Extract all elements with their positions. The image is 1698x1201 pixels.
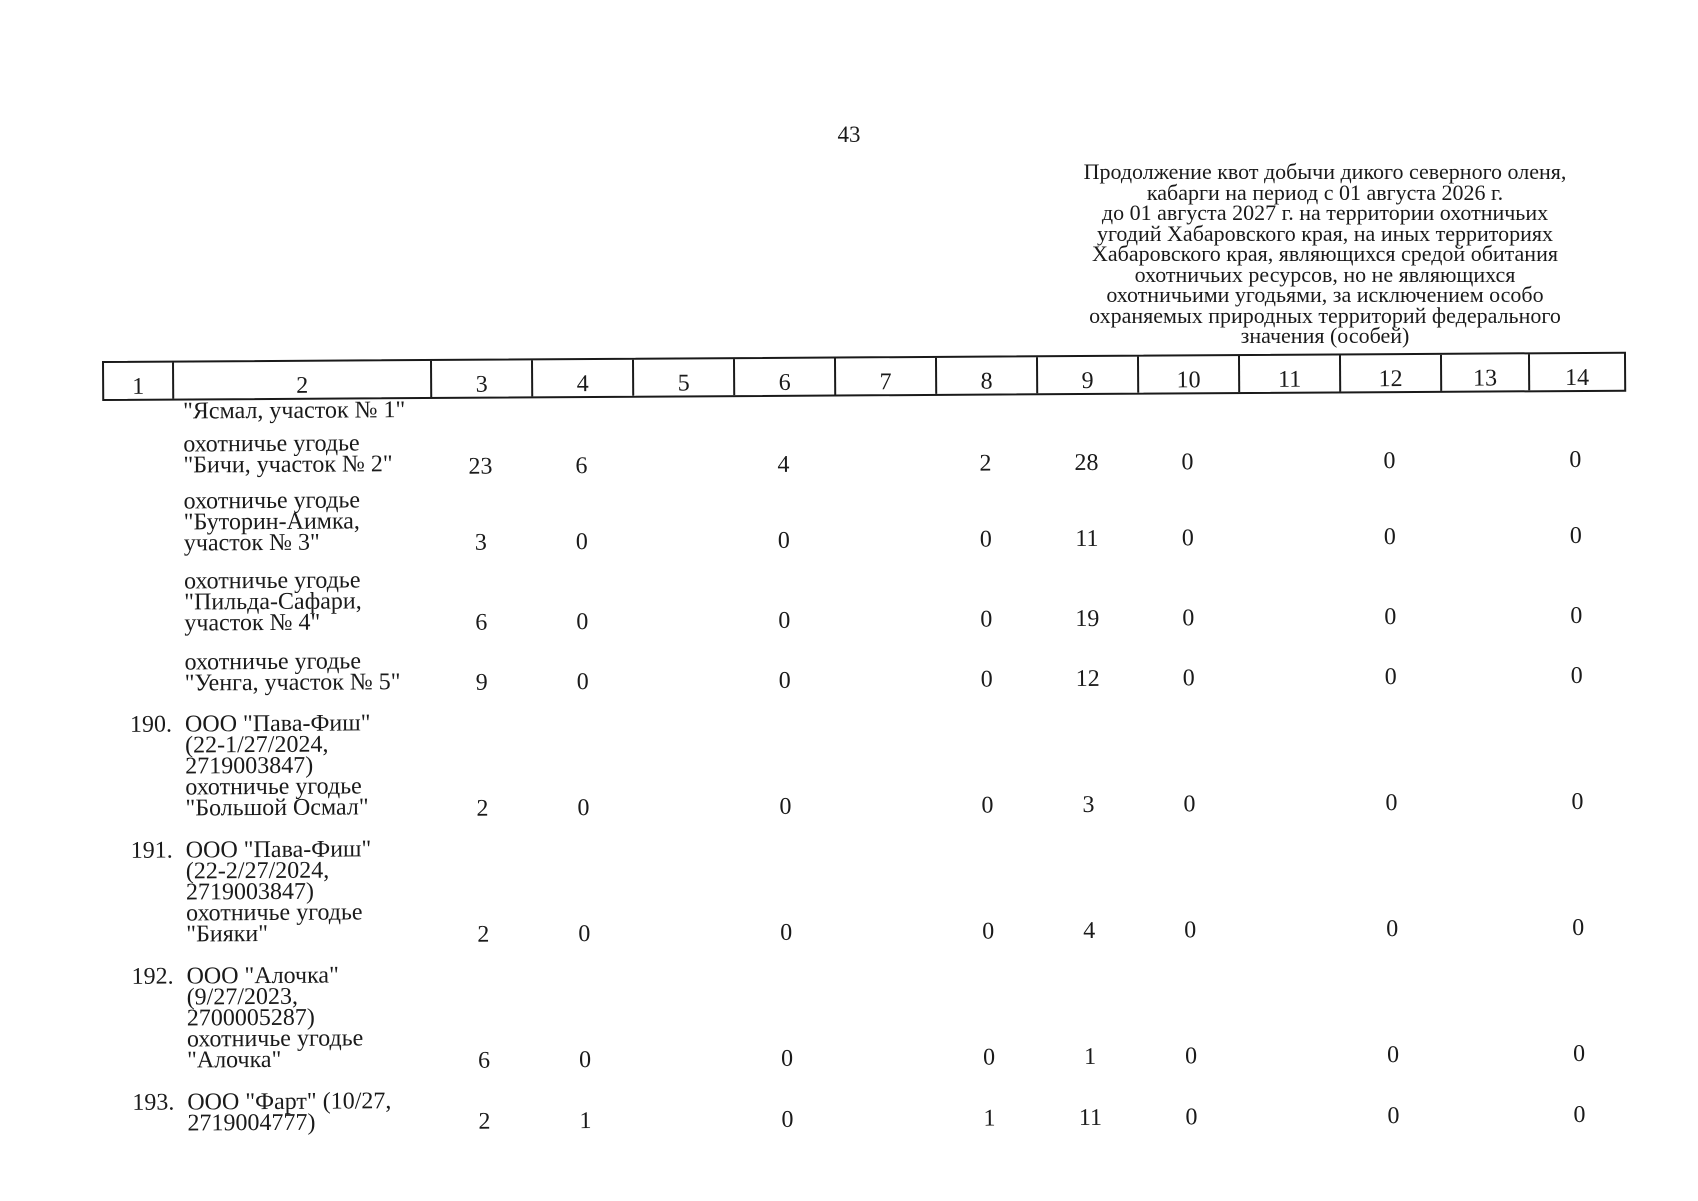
row-name: ООО "Фарт" (10/27, 2719004777) bbox=[187, 1088, 392, 1137]
cell-col-9: 11 bbox=[1075, 525, 1099, 553]
cell-col-12: 0 bbox=[1386, 916, 1399, 943]
cell-col-10: 0 bbox=[1181, 449, 1194, 476]
cell-col-3: 23 bbox=[468, 453, 493, 480]
cell-col-6: 0 bbox=[781, 1106, 794, 1133]
column-header-14: 14 bbox=[1565, 364, 1590, 392]
cell-col-10: 0 bbox=[1184, 1043, 1198, 1070]
column-header-8: 8 bbox=[937, 357, 1038, 394]
row-number: 192. bbox=[131, 963, 174, 990]
cell-col-9: 11 bbox=[1078, 1104, 1103, 1132]
cell-col-3: 2 bbox=[478, 1108, 491, 1135]
cell-col-12: 0 bbox=[1384, 664, 1397, 691]
cell-col-10: 0 bbox=[1181, 525, 1194, 552]
page-number: 43 bbox=[837, 122, 861, 147]
cell-col-6: 0 bbox=[779, 793, 792, 820]
cell-col-3: 6 bbox=[477, 1047, 491, 1074]
cell-col-9: 1 bbox=[1083, 1043, 1097, 1071]
cell-col-6: 4 bbox=[777, 451, 790, 478]
cell-col-8: 0 bbox=[980, 606, 993, 633]
column-header-9: 9 bbox=[1038, 357, 1139, 394]
cell-col-3: 2 bbox=[477, 921, 490, 948]
cell-col-4: 6 bbox=[575, 453, 588, 480]
column-header-4: 4 bbox=[533, 360, 634, 397]
cell-col-8: 2 bbox=[979, 450, 992, 477]
cell-col-6: 0 bbox=[778, 607, 791, 634]
cell-col-3: 6 bbox=[475, 609, 488, 636]
cell-col-4: 0 bbox=[577, 795, 590, 822]
cell-col-6: 0 bbox=[778, 667, 791, 694]
cell-col-14: 0 bbox=[1569, 446, 1582, 474]
column-header-11: 11 bbox=[1240, 355, 1341, 392]
cell-col-4: 0 bbox=[575, 529, 588, 556]
cell-col-6: 0 bbox=[780, 1045, 794, 1072]
column-header-3: 3 bbox=[432, 360, 533, 397]
row-name: "Ясмал, участок № 1" bbox=[182, 397, 406, 425]
cell-col-8: 0 bbox=[982, 918, 995, 945]
cell-col-4: 1 bbox=[579, 1108, 592, 1135]
row-name: охотничье угодье "Буторин-Аимка, участок № 3" bbox=[183, 487, 361, 557]
cell-col-9: 12 bbox=[1075, 665, 1100, 693]
row-name: ООО "Пава-Фиш" (22-1/27/2024, 2719003847) охотничье угодье "Большой Осмал" bbox=[184, 710, 371, 822]
column-header-12: 12 bbox=[1341, 355, 1442, 392]
cell-col-14: 0 bbox=[1573, 1101, 1586, 1129]
cell-col-6: 0 bbox=[780, 919, 793, 946]
cell-col-12: 0 bbox=[1387, 1103, 1400, 1130]
cell-col-3: 3 bbox=[474, 529, 487, 556]
cell-col-9: 28 bbox=[1074, 449, 1099, 477]
cell-col-6: 0 bbox=[777, 527, 790, 554]
cell-col-12: 0 bbox=[1383, 524, 1396, 551]
column-header-7: 7 bbox=[836, 358, 937, 395]
table-heading: Продолжение квот добычи дикого северного оленя, кабарги на период с 01 августа 2026 г. до 01 августа 2027 г. на территории охотничьих угодий Хабаровского края, на иных территориях Хабаровского края, являющихся средой обитания охотничьих ресурсов, но не являющихся охотничьими угодьями, за исключением особо охраняемых природных территорий федерального значения (особей) bbox=[1083, 159, 1567, 348]
cell-col-8: 1 bbox=[983, 1105, 996, 1132]
cell-col-10: 0 bbox=[1185, 1104, 1198, 1131]
cell-col-14: 0 bbox=[1572, 1040, 1586, 1068]
row-name: ООО "Пава-Фиш" (22-2/27/2024, 2719003847) охотничье угодье "Бияки" bbox=[185, 836, 372, 948]
cell-col-4: 0 bbox=[576, 609, 589, 636]
cell-col-12: 0 bbox=[1384, 604, 1397, 631]
cell-col-10: 0 bbox=[1184, 917, 1197, 944]
cell-col-10: 0 bbox=[1183, 791, 1196, 818]
cell-col-9: 4 bbox=[1083, 917, 1096, 945]
cell-col-14: 0 bbox=[1571, 788, 1584, 816]
column-header-13: 13 bbox=[1442, 354, 1530, 391]
cell-col-8: 0 bbox=[979, 526, 992, 553]
row-name: охотничье угодье "Пильда-Сафари, участок № 4" bbox=[184, 567, 362, 637]
cell-col-12: 0 bbox=[1385, 790, 1398, 817]
column-header-10: 10 bbox=[1139, 356, 1240, 393]
column-header-2: 2 bbox=[174, 361, 432, 399]
row-number: 191. bbox=[130, 837, 173, 864]
cell-col-8: 0 bbox=[981, 792, 994, 819]
row-name: ООО "Алочка" (9/27/2023, 2700005287) охотничье угодье "Алочка" bbox=[186, 962, 364, 1074]
cell-col-9: 3 bbox=[1082, 791, 1095, 819]
cell-col-4: 0 bbox=[578, 1047, 592, 1074]
cell-col-4: 0 bbox=[576, 669, 589, 696]
cell-col-14: 0 bbox=[1572, 914, 1585, 942]
row-name: охотничье угодье "Уенга, участок № 5" bbox=[184, 648, 401, 697]
cell-col-8: 0 bbox=[980, 666, 993, 693]
cell-col-3: 9 bbox=[475, 669, 488, 696]
cell-col-9: 19 bbox=[1075, 605, 1100, 633]
cell-col-14: 0 bbox=[1570, 662, 1583, 690]
cell-col-12: 0 bbox=[1383, 448, 1396, 475]
row-number: 190. bbox=[129, 711, 173, 738]
cell-col-10: 0 bbox=[1182, 605, 1195, 632]
row-number: 193. bbox=[132, 1089, 175, 1116]
row-name: охотничье угодье "Бичи, участок № 2" bbox=[183, 430, 393, 479]
column-header-1: 1 bbox=[104, 363, 174, 399]
cell-col-3: 2 bbox=[476, 795, 489, 822]
column-header-6: 6 bbox=[735, 359, 836, 396]
cell-col-4: 0 bbox=[578, 921, 591, 948]
cell-col-12: 0 bbox=[1386, 1042, 1400, 1069]
cell-col-14: 0 bbox=[1570, 602, 1583, 630]
column-header-5: 5 bbox=[634, 359, 735, 396]
cell-col-10: 0 bbox=[1182, 665, 1195, 692]
cell-col-8: 0 bbox=[982, 1044, 996, 1071]
cell-col-14: 0 bbox=[1569, 522, 1582, 550]
